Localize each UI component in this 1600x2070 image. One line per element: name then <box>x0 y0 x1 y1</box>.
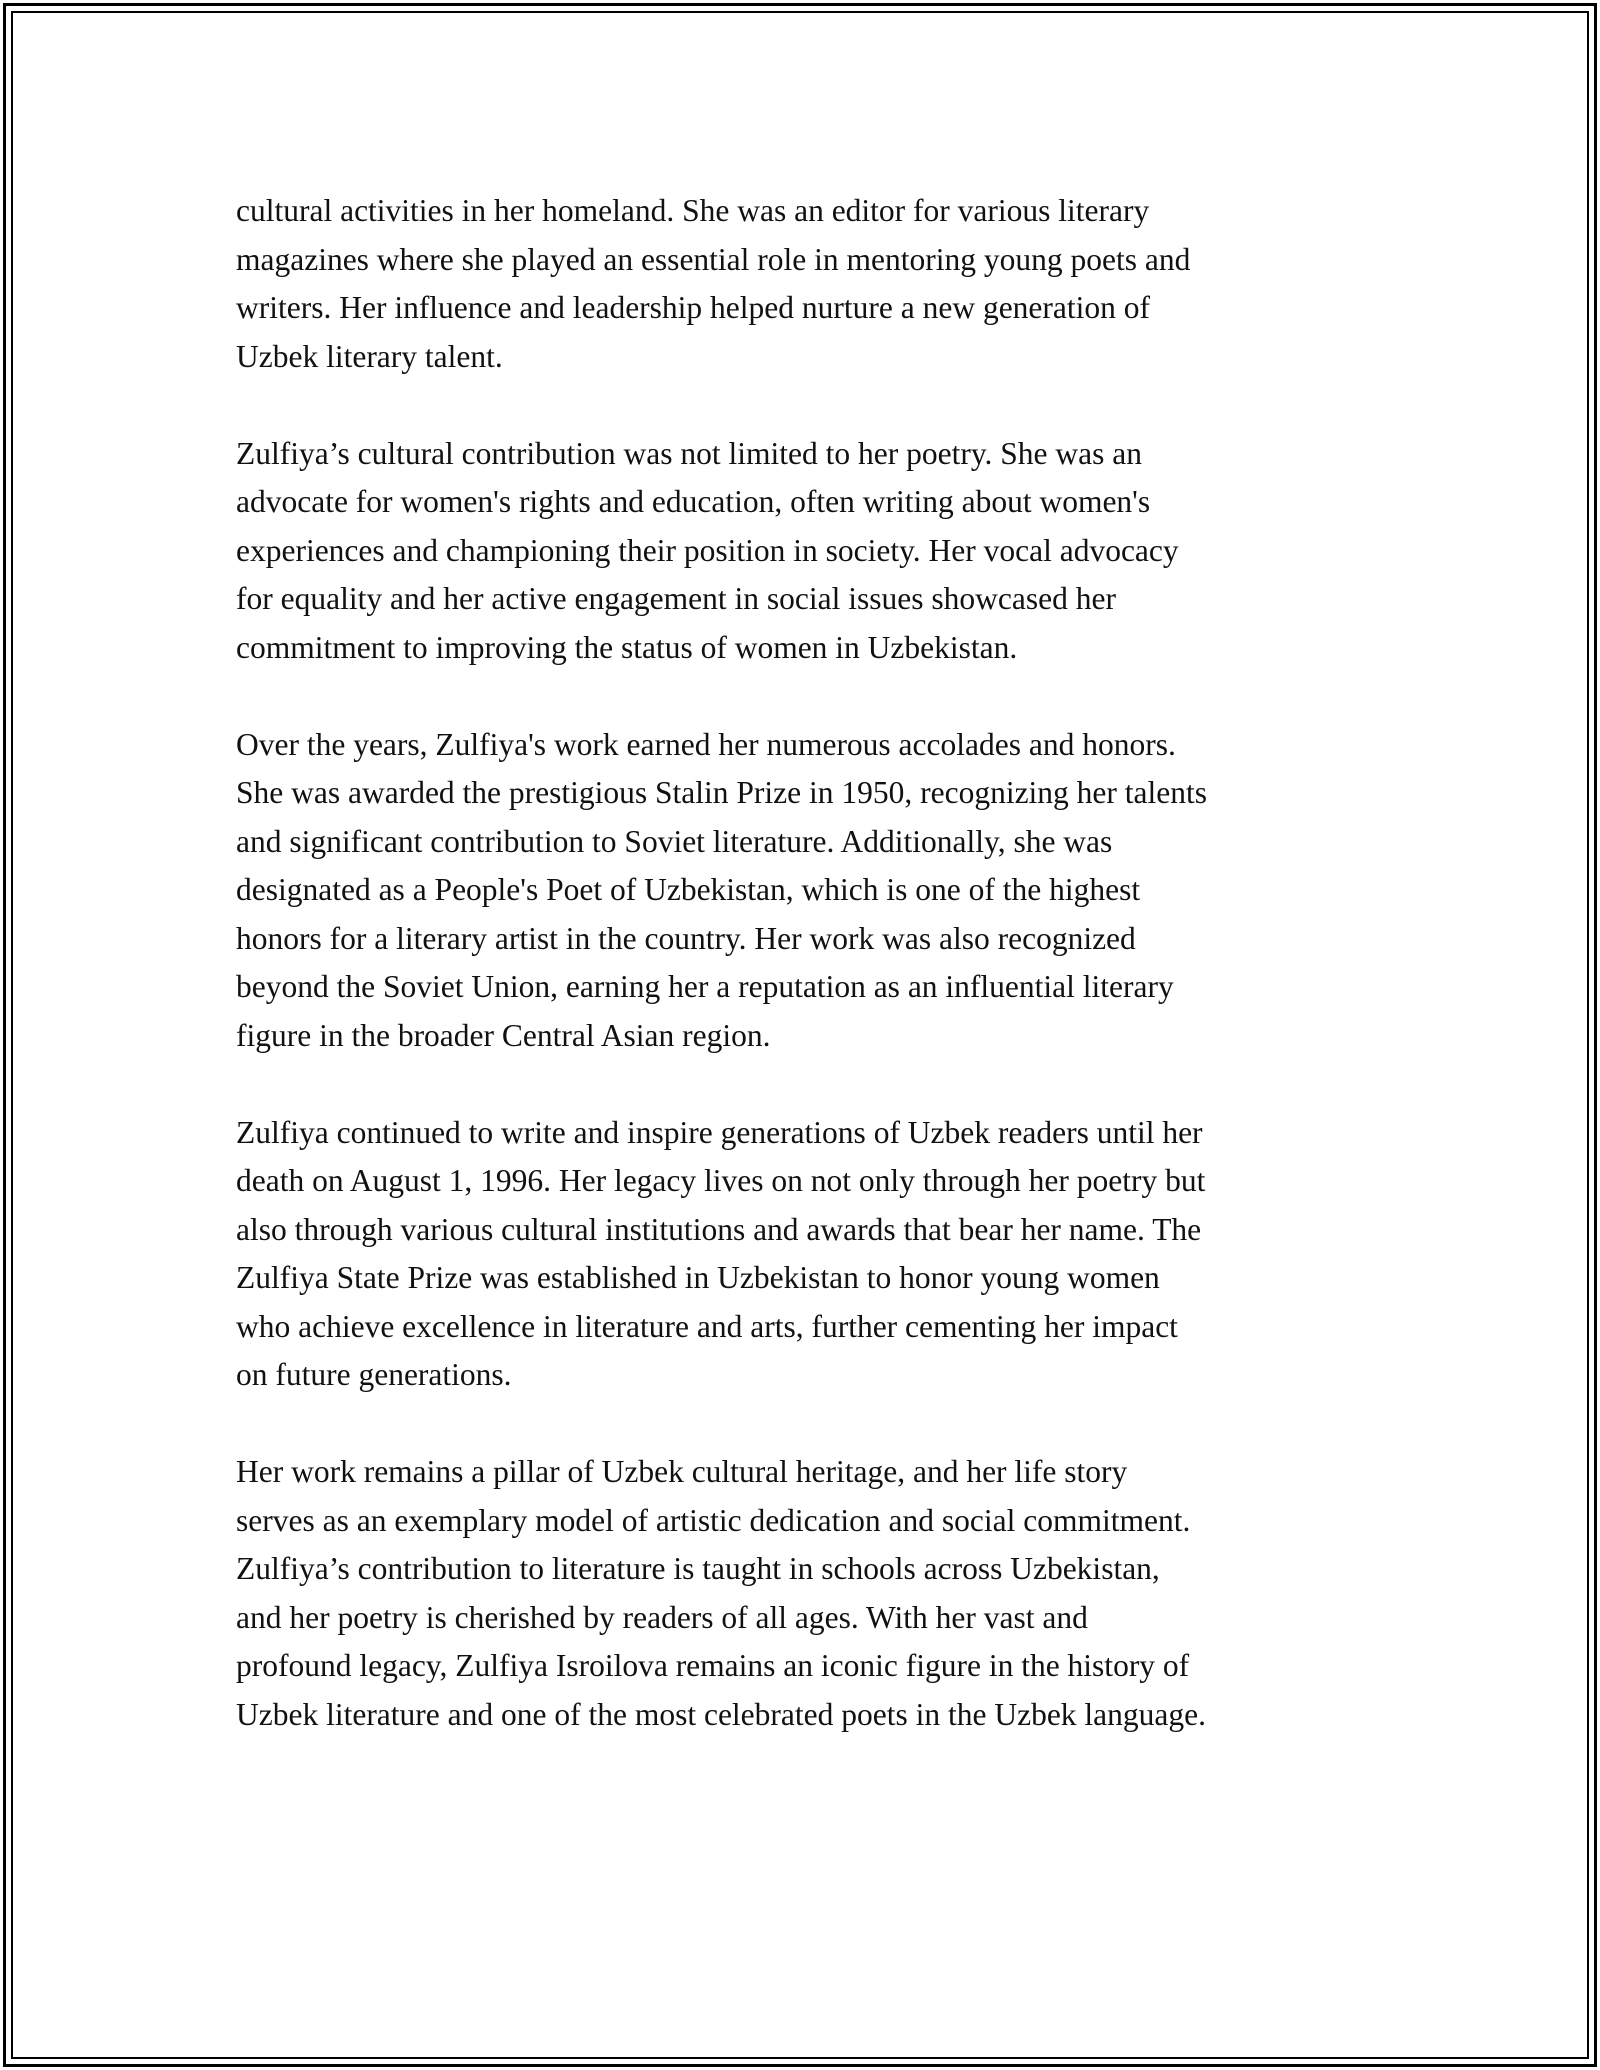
paragraph-line: honors for a literary artist in the country. Her work was also recognized <box>236 920 1136 956</box>
paragraph-line: Zulfiya’s cultural contribution was not limited to her poetry. She was an <box>236 435 1143 471</box>
paragraph-line: commitment to improving the status of women in Uzbekistan. <box>236 629 1018 665</box>
paragraph-line: beyond the Soviet Union, earning her a reputation as an influential literary <box>236 969 1174 1004</box>
paragraph-line: death on August 1, 1996. Her legacy lives on not only through her poetry but <box>236 1163 1206 1198</box>
paragraph-1 <box>236 187 1376 381</box>
paragraph-line: and significant contribution to Soviet literature. Additionally, she was <box>236 823 1113 859</box>
paragraph-line: who achieve excellence in literature and arts, further cementing her impact <box>236 1308 1178 1344</box>
paragraph-line: also through various cultural institutions and awards that bear her name. The <box>236 1211 1202 1247</box>
paragraph-4 <box>236 1109 1376 1400</box>
paragraph-line: advocate for women's rights and education, often writing about women's <box>236 484 1151 519</box>
paragraph-5 <box>236 1448 1376 1739</box>
paragraph-line: serves as an exemplary model of artistic dedication and social commitment. <box>236 1502 1191 1538</box>
paragraph-3 <box>236 721 1376 1061</box>
paragraph-line: cultural activities in her homeland. She was an editor for various literary <box>236 193 1150 228</box>
paragraph-line: Zulfiya’s contribution to literature is taught in schools across Uzbekistan, <box>236 1551 1160 1586</box>
paragraph-line: Uzbek literary talent. <box>236 338 503 374</box>
paragraph-line: writers. Her influence and leadership helped nurture a new generation of <box>236 290 1150 325</box>
document-body <box>236 187 1376 1788</box>
paragraph-line: Uzbek literature and one of the most celebrated poets in the Uzbek language. <box>236 1696 1206 1732</box>
paragraph-line: experiences and championing their position in society. Her vocal advocacy <box>236 532 1179 568</box>
paragraph-line: and her poetry is cherished by readers of all ages. With her vast and <box>236 1599 1088 1635</box>
paragraph-line: magazines where she played an essential role in mentoring young poets and <box>236 241 1191 277</box>
paragraph-line: Her work remains a pillar of Uzbek cultural heritage, and her life story <box>236 1454 1128 1489</box>
paragraph-2 <box>236 430 1376 673</box>
paragraph-line: for equality and her active engagement in social issues showcased her <box>236 581 1116 616</box>
paragraph-line: on future generations. <box>236 1357 512 1392</box>
paragraph-line: designated as a People's Poet of Uzbekistan, which is one of the highest <box>236 872 1141 907</box>
paragraph-line: Zulfiya continued to write and inspire generations of Uzbek readers until her <box>236 1114 1203 1150</box>
paragraph-line: figure in the broader Central Asian region. <box>236 1017 771 1053</box>
paragraph-line: Over the years, Zulfiya's work earned her numerous accolades and honors. <box>236 726 1176 762</box>
paragraph-line: profound legacy, Zulfiya Isroilova remains an iconic figure in the history of <box>236 1648 1190 1683</box>
paragraph-line: Zulfiya State Prize was established in Uzbekistan to honor young women <box>236 1260 1160 1295</box>
paragraph-line: She was awarded the prestigious Stalin Prize in 1950, recognizing her talents <box>236 775 1208 810</box>
